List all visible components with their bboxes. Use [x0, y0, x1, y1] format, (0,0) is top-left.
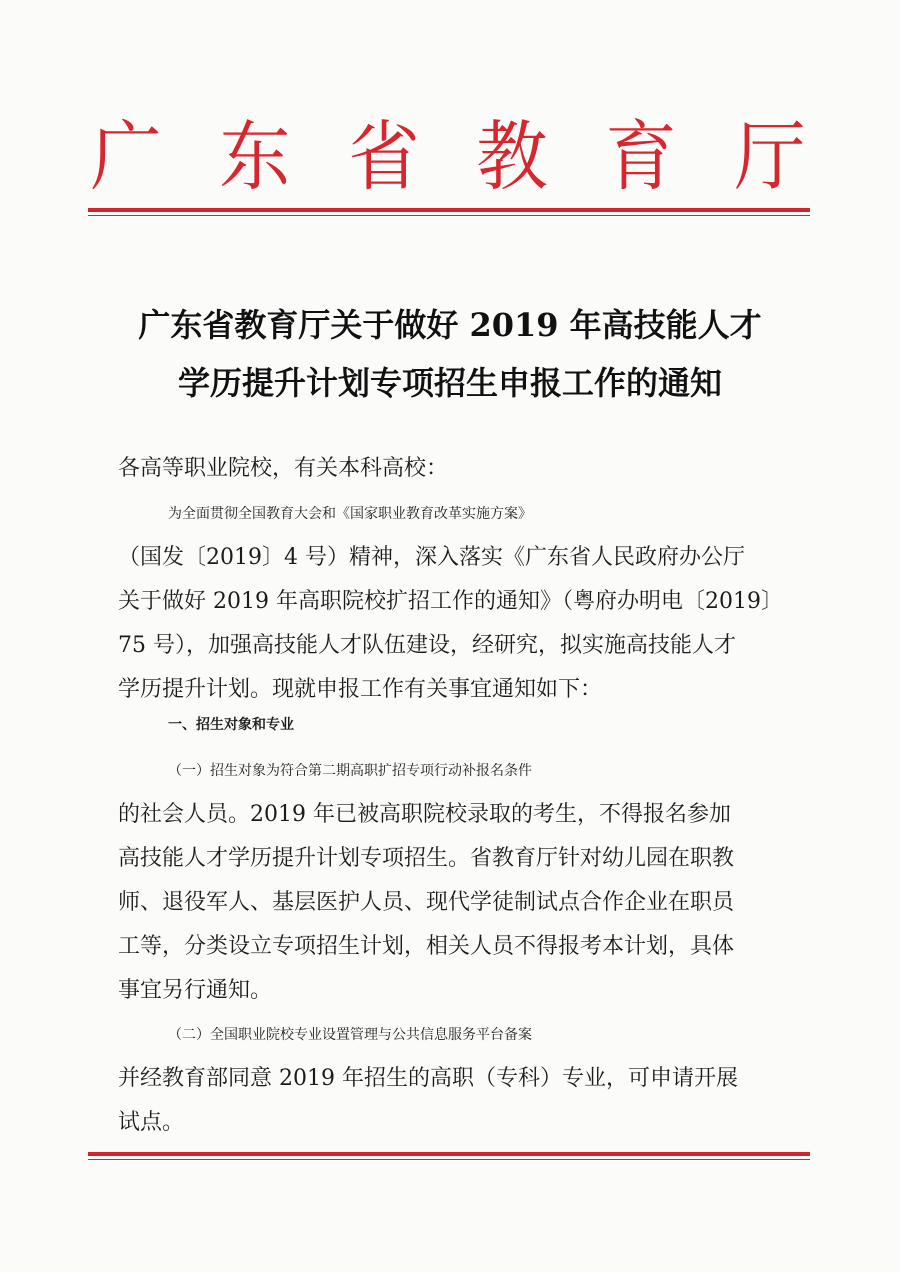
item2-line-1: （二）全国职业院校专业设置管理与公共信息服务平台备案: [168, 1027, 532, 1043]
masthead-char: 广: [90, 112, 162, 201]
divider-thick-line: [88, 1152, 810, 1156]
intro-line-1: 为全面贯彻全国教育大会和《国家职业教育改革实施方案》: [168, 506, 532, 522]
item2-line-2: 并经教育部同意 2019 年招生的高职（专科）专业，可申请开展: [118, 1066, 738, 1091]
divider-thick-line: [88, 208, 810, 212]
item1-line-1: （一）招生对象为符合第二期高职扩招专项行动补报名条件: [168, 763, 532, 779]
intro-line-5: 学历提升计划。现就申报工作有关事宜通知如下：: [118, 677, 603, 702]
top-red-divider: [88, 208, 810, 216]
masthead-char: 省: [347, 112, 420, 201]
section-heading: 一、招生对象和专业: [168, 717, 294, 733]
divider-thin-line: [88, 215, 810, 216]
title-line-1: 广东省教育厅关于做好 2019 年高技能人才: [138, 306, 762, 344]
item1-line-3: 高技能人才学历提升计划专项招生。省教育厅针对幼儿园在职教: [118, 846, 735, 871]
masthead-char: 教: [476, 112, 549, 201]
document-title: [88, 296, 812, 412]
item1-line-4: 师、退役军人、基层医护人员、现代学徒制试点合作企业在职员: [118, 890, 735, 915]
divider-thin-line: [88, 1159, 810, 1160]
intro-line-2: （国发〔2019〕4 号）精神，深入落实《广东省人民政府办公厅: [118, 545, 745, 570]
item2-line-3: 试点。: [118, 1110, 185, 1135]
item1-line-5: 工等，分类设立专项招生计划，相关人员不得报考本计划，具体: [118, 934, 735, 959]
salutation: 各高等职业院校，有关本科高校：: [118, 456, 449, 481]
item1-line-6: 事宜另行通知。: [118, 978, 273, 1003]
masthead-char: 东: [219, 112, 291, 201]
intro-line-3: 关于做好 2019 年高职院校扩招工作的通知》（粤府办明电〔2019〕: [118, 589, 783, 614]
item1-line-2: 的社会人员。2019 年已被高职院校录取的考生，不得报名参加: [118, 802, 731, 827]
intro-line-4: 75 号），加强高技能人才队伍建设，经研究，拟实施高技能人才: [118, 633, 736, 658]
masthead-char: 育: [605, 112, 677, 201]
masthead-char: 厅: [734, 112, 806, 201]
bottom-red-divider: [88, 1152, 810, 1160]
issuing-agency-masthead: [88, 112, 808, 202]
title-line-2: 学历提升计划专项招生申报工作的通知: [177, 364, 722, 402]
